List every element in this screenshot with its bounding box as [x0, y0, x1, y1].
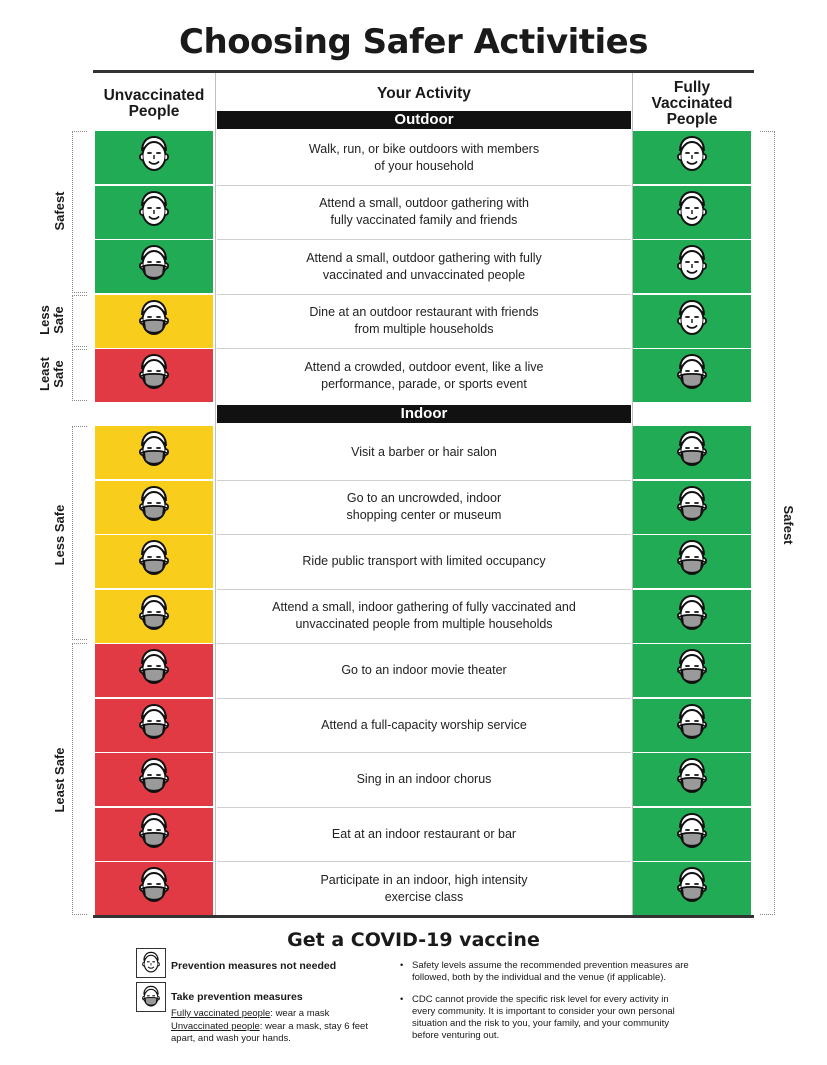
row-divider — [217, 294, 631, 295]
activity-row — [95, 644, 751, 697]
row-divider — [217, 239, 631, 240]
legend-vaccinated-note — [171, 1008, 401, 1020]
activity-row — [95, 699, 751, 752]
activity-line: Go to an indoor movie theater — [341, 663, 507, 677]
activity-description — [306, 250, 542, 284]
masked-face-icon — [132, 864, 176, 913]
activity-line: Walk, run, or bike outdoors with members — [308, 141, 540, 156]
vaccinated-risk-cell — [633, 699, 751, 752]
activity-line: Sing in an indoor chorus — [356, 772, 492, 786]
activity-line: Attend a full-capacity worship service — [321, 717, 527, 732]
unvaccinated-text-2: apart, and wash your hands. — [171, 1033, 291, 1044]
unvaccinated-risk-cell — [95, 295, 213, 348]
activity-line: exercise class — [384, 889, 464, 904]
row-divider — [217, 589, 631, 590]
activity-line: shopping center or museum — [346, 508, 502, 522]
masked-face-icon — [132, 701, 176, 750]
activity-text — [217, 481, 631, 534]
row-divider — [217, 752, 631, 753]
note-2-text — [412, 994, 732, 1042]
right-safest-bracket — [760, 131, 775, 915]
masked-face-icon — [132, 483, 176, 532]
masked-face-icon — [132, 351, 176, 400]
vaccinated-risk-cell — [633, 644, 751, 697]
unvaccinated-risk-cell — [95, 426, 213, 479]
side-label-line: Least — [37, 357, 52, 391]
unvaccinated-risk-cell — [95, 862, 213, 915]
legend-unvaccinated-note — [171, 1021, 401, 1045]
unvaccinated-header — [95, 88, 213, 120]
activity-line: Attend a crowded, outdoor event, like a live — [304, 359, 544, 374]
fully-vaccinated-label: Fully vaccinated people — [171, 1008, 271, 1019]
less-safe-indoor-label: Less Safe — [52, 504, 67, 566]
masked-face-icon — [670, 428, 714, 477]
activity-line: Participate in an indoor, high intensity — [320, 872, 528, 887]
less-safe-label — [38, 290, 66, 350]
header-line: Unvaccinated — [103, 87, 205, 104]
bullet: • — [400, 994, 404, 1005]
row-divider — [217, 698, 631, 699]
bullet: • — [400, 960, 404, 971]
vaccine-title: Get a COVID-19 vaccine — [287, 929, 540, 951]
activity-line: Eat at an indoor restaurant or bar — [331, 826, 517, 841]
masked-face-icon — [136, 982, 166, 1012]
vaccinated-risk-cell — [633, 590, 751, 643]
activity-row — [95, 349, 751, 402]
safest-bracket — [72, 131, 87, 293]
vaccinated-risk-cell — [633, 862, 751, 915]
masked-face-icon — [670, 483, 714, 532]
activity-line: Go to an uncrowded, indoor — [346, 491, 502, 505]
activity-text — [217, 186, 631, 239]
masked-face-icon — [132, 755, 176, 804]
activity-row — [95, 590, 751, 643]
note-line: situation and the risk to you, your family, and your community — [412, 1018, 669, 1029]
masked-face-icon — [670, 864, 714, 913]
masked-face-icon — [670, 755, 714, 804]
vaccinated-risk-cell — [633, 535, 751, 588]
masked-face-icon — [132, 646, 176, 695]
masked-face-icon — [132, 428, 176, 477]
masked-face-icon — [670, 592, 714, 641]
activity-line: fully vaccinated family and friends — [330, 213, 518, 227]
row-divider — [217, 534, 631, 535]
activity-line: Ride public transport with limited occupancy — [302, 554, 546, 568]
note-line: CDC cannot provide the specific risk level for every activity in — [412, 994, 669, 1005]
note-line: followed, both by the individual and the venue (if applicable). — [412, 972, 667, 983]
legend-no-measures: Prevention measures not needed — [171, 960, 337, 972]
activity-description — [320, 872, 527, 906]
vaccinated-risk-cell — [633, 426, 751, 479]
vaccinated-risk-cell — [633, 240, 751, 293]
legend-take-measures: Take prevention measures — [171, 991, 303, 1003]
vaccinated-header — [633, 80, 751, 128]
masked-face-icon — [132, 810, 176, 859]
activity-row — [95, 753, 751, 806]
activity-line: vaccinated and unvaccinated people — [322, 267, 526, 282]
activity-row — [95, 426, 751, 479]
outdoor-section-bar: Outdoor — [217, 111, 631, 129]
activity-line: performance, parade, or sports event — [321, 376, 527, 391]
activity-text — [217, 426, 631, 479]
note-1 — [400, 960, 730, 986]
activity-row — [95, 862, 751, 915]
vaccinated-risk-cell — [633, 295, 751, 348]
activity-line: Attend a small, outdoor gathering with fully — [306, 250, 542, 265]
activity-text — [217, 295, 631, 348]
side-label-line: Less — [37, 305, 52, 335]
activity-row — [95, 808, 751, 861]
activity-row — [95, 240, 751, 293]
vaccinated-risk-cell — [633, 349, 751, 402]
activity-row — [95, 535, 751, 588]
activity-description — [347, 490, 502, 524]
activity-header: Your Activity — [377, 85, 471, 102]
activity-line: Attend a small, indoor gathering of fully vaccinated and — [272, 600, 576, 614]
row-divider — [217, 643, 631, 644]
side-label-line: Safe — [51, 360, 66, 388]
activity-row — [95, 131, 751, 184]
activity-description — [309, 304, 538, 338]
face-icon — [670, 297, 714, 346]
activity-description — [304, 359, 543, 393]
unvaccinated-risk-cell — [95, 240, 213, 293]
activity-line: of your household — [374, 158, 474, 173]
row-divider — [217, 807, 631, 808]
unvaccinated-risk-cell — [95, 131, 213, 184]
masked-face-icon — [132, 592, 176, 641]
unvaccinated-risk-cell — [95, 349, 213, 402]
face-icon — [670, 242, 714, 291]
masked-face-icon — [132, 242, 176, 291]
less-safe-indoor-bracket — [72, 426, 87, 640]
note-line: every community. It is important to consider your own personal — [412, 1006, 675, 1017]
activity-line: from multiple households — [354, 322, 494, 336]
activity-text — [217, 131, 631, 184]
unvaccinated-risk-cell — [95, 590, 213, 643]
right-safest-label: Safest — [781, 505, 796, 545]
activity-line: Visit a barber or hair salon — [351, 445, 497, 459]
safest-label: Safest — [52, 191, 67, 231]
activity-text — [217, 753, 631, 806]
activity-text — [217, 862, 631, 915]
activity-text — [217, 240, 631, 293]
activity-row — [95, 481, 751, 534]
activity-description — [272, 599, 576, 633]
masked-face-icon — [670, 701, 714, 750]
least-safe-label — [38, 344, 66, 404]
side-label-line: Safe — [51, 306, 66, 334]
fully-vaccinated-text: : wear a mask — [270, 1008, 330, 1019]
masked-face-icon — [132, 297, 176, 346]
activity-row — [95, 295, 751, 348]
unvaccinated-risk-cell — [95, 186, 213, 239]
row-divider — [217, 861, 631, 862]
activity-description — [351, 444, 497, 461]
unvaccinated-text: : wear a mask, stay 6 feet — [259, 1021, 368, 1032]
masked-face-icon — [132, 537, 176, 586]
unvaccinated-risk-cell — [95, 808, 213, 861]
vaccinated-risk-cell — [633, 186, 751, 239]
activity-description — [332, 826, 516, 843]
masked-face-icon — [670, 351, 714, 400]
less-safe-bracket — [72, 295, 87, 347]
activity-text — [217, 644, 631, 697]
activity-description — [309, 141, 539, 175]
note-1-text — [412, 960, 732, 984]
face-icon — [670, 188, 714, 237]
header-line: People — [128, 103, 180, 120]
unvaccinated-risk-cell — [95, 535, 213, 588]
row-divider — [217, 348, 631, 349]
activity-description — [302, 553, 545, 570]
least-safe-bracket — [72, 349, 87, 401]
least-safe-indoor-label: Least Safe — [52, 747, 67, 813]
row-divider — [217, 185, 631, 186]
activity-text — [217, 808, 631, 861]
masked-face-icon — [670, 646, 714, 695]
header-line: People — [666, 111, 718, 128]
activity-description — [321, 717, 527, 734]
activity-description — [357, 771, 492, 788]
least-safe-indoor-bracket — [72, 643, 87, 915]
activity-text — [217, 349, 631, 402]
activity-line: Dine at an outdoor restaurant with friends — [309, 305, 539, 319]
activity-text — [217, 590, 631, 643]
note-line: Safety levels assume the recommended prevention measures are — [412, 960, 689, 971]
activity-text — [217, 535, 631, 588]
top-rule — [93, 70, 754, 73]
masked-face-icon — [670, 810, 714, 859]
face-icon — [132, 133, 176, 182]
activity-row — [95, 186, 751, 239]
note-2 — [400, 994, 730, 1044]
unvaccinated-label: Unvaccinated people — [171, 1021, 260, 1032]
activity-line: unvaccinated people from multiple households — [295, 617, 553, 631]
unvaccinated-risk-cell — [95, 753, 213, 806]
page-title: Choosing Safer Activities — [179, 22, 648, 62]
activity-line: Attend a small, outdoor gathering with — [319, 196, 529, 210]
bottom-rule — [93, 915, 754, 918]
unvaccinated-risk-cell — [95, 699, 213, 752]
header-line: Vaccinated — [651, 95, 733, 112]
face-icon — [132, 188, 176, 237]
masked-face-icon — [670, 537, 714, 586]
activity-text — [217, 699, 631, 752]
unvaccinated-risk-cell — [95, 644, 213, 697]
face-icon — [136, 948, 166, 978]
activity-description — [341, 662, 506, 679]
activity-description — [319, 195, 529, 229]
indoor-section-bar: Indoor — [217, 405, 631, 423]
row-divider — [217, 480, 631, 481]
header-line: Fully — [673, 79, 711, 96]
unvaccinated-risk-cell — [95, 481, 213, 534]
vaccinated-risk-cell — [633, 808, 751, 861]
face-icon — [670, 133, 714, 182]
vaccinated-risk-cell — [633, 753, 751, 806]
note-line: before venturing out. — [412, 1030, 500, 1041]
vaccinated-risk-cell — [633, 131, 751, 184]
vaccinated-risk-cell — [633, 481, 751, 534]
